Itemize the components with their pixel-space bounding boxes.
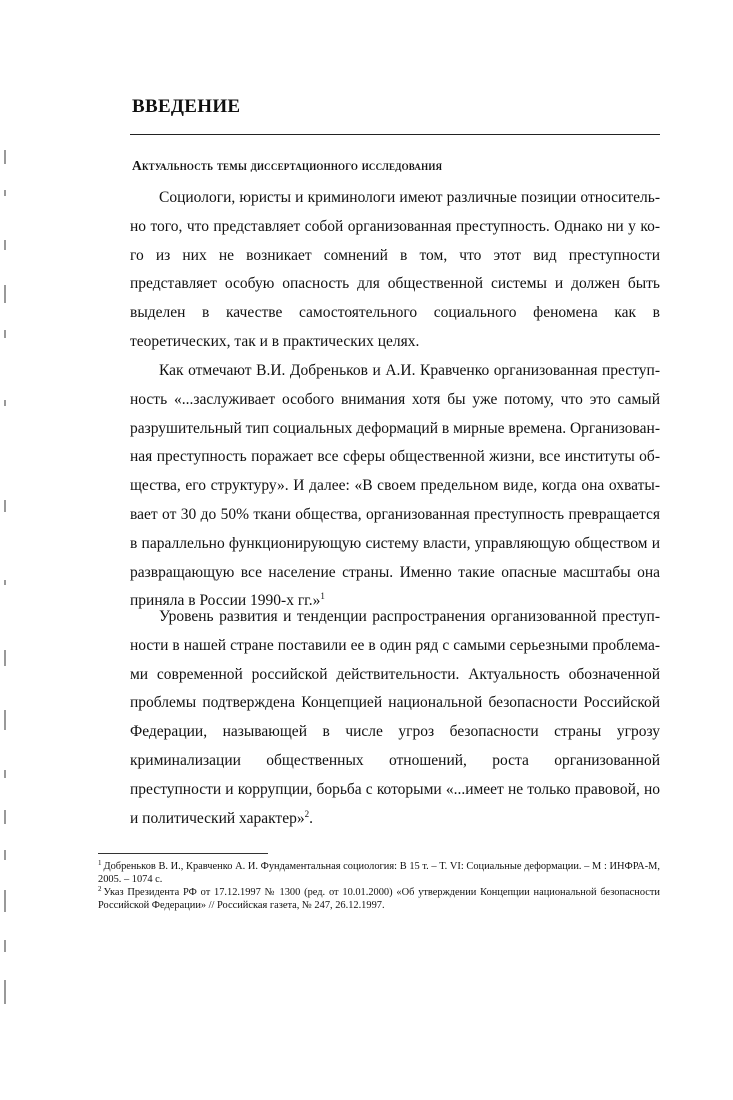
- footnotes: [98, 860, 660, 912]
- paragraph-3-end: .: [309, 809, 313, 827]
- paragraph-2: [130, 357, 660, 616]
- footnote-ref-1: 1: [320, 591, 325, 602]
- footnote-mark: 1: [98, 858, 102, 867]
- paragraph-3-text: Уровень развития и тенденции распространения организованной преступности в нашей стране поставили ее в один ряд с самыми серьезными проблемами современной российской действительности. Актуальность обозначенной проблемы подтверждена Концепцией национальной безопасности Российской Федерации, называющей в числе угроз безопасности страны угрозу криминализации общественных отношений, роста организованной преступности и коррупции, борьба с которыми «...имеет не только правовой, но и политический характер»: [130, 608, 660, 827]
- footnote-2: [98, 886, 660, 912]
- paragraph-1: Социологи, юристы и криминологи имеют различные позиции относительно того, что представляет собой организованная преступность. Однако ни у кого из них не возникает сомнений в том, что этот вид преступности представляет особую опасность для общественной системы и должен быть выделен в качестве самостоятельного социального феномена как в теоретических, так и в практических целях.: [130, 189, 660, 350]
- scan-artifacts: [4, 150, 14, 1010]
- paragraph-2-text: Как отмечают В.И. Добреньков и А.И. Кравченко организованная преступность «...заслуживает особого внимания хотя бы уже потому, что это самый разрушительный тип социальных деформаций в мирные времена. Организованная преступность поражает все сферы общественной жизни, все институты общества, его структуру». И далее: «В своем предельном виде, когда она охватывает от 30 до 50% ткани общества, организованная преступность превращается в параллельно функционирующую систему власти, управляющую обществом и развращающую все население страны. Именно такие опасные масштабы она приняла в России 1990-х гг.»: [130, 362, 660, 610]
- title-divider: [130, 134, 660, 135]
- footnote-mark: 2: [98, 884, 102, 893]
- paragraph-3: [130, 603, 660, 833]
- footnote-ref-2: 2: [304, 808, 310, 819]
- section-heading: Актуальность темы диссертационного исследования: [132, 158, 443, 173]
- footnote-divider: [98, 853, 268, 854]
- footnote-text: Указ Президента РФ от 17.12.1997 № 1300 (ред. от 10.01.2000) «Об утверждении Концепции национальной безопасности Российской Федерации» // Российская газета, № 247, 26.12.1997.: [98, 887, 660, 911]
- footnote-text: Добреньков В. И., Кравченко А. И. Фундаментальная социология: В 15 т. – Т. VI: Социальные деформации. – М : ИНФРА-М, 2005. – 1074 с.: [98, 861, 660, 885]
- footnote-1: [98, 860, 660, 886]
- chapter-title: ВВЕДЕНИЕ: [132, 96, 241, 117]
